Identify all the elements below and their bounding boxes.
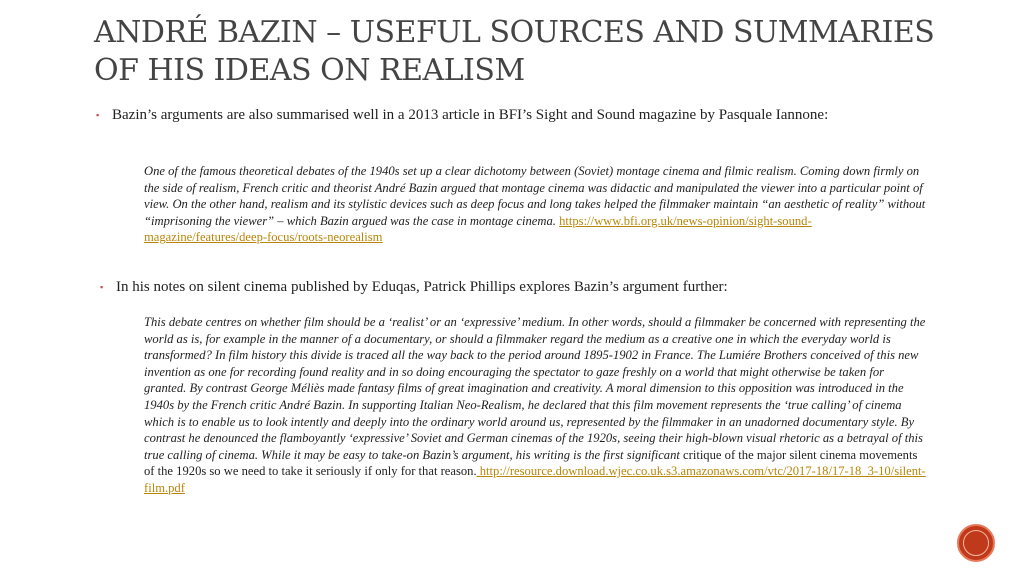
quote-italic-text: This debate centres on whether film should be a ‘realist’ or an ‘expressive’ medium. In other words, should a filmmaker be concerned with representing the world as is, for example in the manner of a documentary, or should a filmmaker regard the medium as a creative one in which the everyday world is transformed? In film history this divide is traced all the way back to the period around 1895-1902 in France. The Lumiére Brothers conceived of this new invention as one for recording found reality and in so doing encouraging the spectator to gaze freshly on a world that might otherwise be taken for granted. By contrast George Méliès made fantasy films of great imagination and creativity. A moral dimension to this opposition was introduced in the 1940s by the French critic André Bazin. In supporting Italian Neo-Realism, he declared that this film movement represents the ‘true calling’ of cinema which is to enable us to look intently and deeply into the ordinary world around us, represented by the filmmaker in an unadorned documentary style. By contrast he denounced the flamboyantly ‘expressive’ Soviet and German cinemas of the 1920s, seeing their high-blown visual rhetoric as a betrayal of this true calling of cinema. While it may be easy to take-on Bazin’s argument, his writing is the first significant: [144, 315, 926, 462]
slide-title: ANDRÉ BAZIN – USEFUL SOURCES AND SUMMARIES OF HIS IDEAS ON REALISM: [94, 15, 935, 88]
quote-block-eduqas: [144, 314, 928, 497]
bullet-item-1: [96, 105, 912, 125]
quote-plain-text: critique of the major silent cinema movements of the 1920s so we need to take it seriously if only for that reason.: [144, 447, 918, 479]
quote-italic-text: One of the famous theoretical debates of the 1940s set up a clear dichotomy between (Soviet) montage cinema and filmic realism. Coming down firmly on the side of realism, French critic and theorist André Bazin argued that montage cinema was didactic and manipulated the viewer into a particular point of view. On the other hand, realism and its stylistic devices such as deep focus and long takes helped the filmmaker maintain “an aesthetic of reality” without “imprisoning the viewer” – which Bazin argued was the case in montage cinema.: [144, 164, 926, 228]
eduqas-notes-link[interactable]: http://resource.download.wjec.co.uk.s3.amazonaws.com/vtc/2017-18/17-18_3-10/silent-film.pdf: [144, 464, 926, 495]
bullet-text: In his notes on silent cinema published by Eduqas, Patrick Phillips explores Bazin’s argument further:: [116, 279, 728, 295]
bullet-item-2: [100, 277, 916, 297]
bullet-marker: ▪: [96, 110, 100, 120]
bfi-article-link[interactable]: https://www.bfi.org.uk/news-opinion/sight-sound-magazine/features/deep-focus/roots-neorealism: [144, 213, 812, 245]
bullet-marker: ▪: [100, 282, 104, 292]
quote-block-bfi: [144, 163, 926, 246]
logo-seal-icon: [957, 524, 995, 562]
bullet-text: Bazin’s arguments are also summarised well in a 2013 article in BFI’s Sight and Sound magazine by Pasquale Iannone:: [112, 107, 829, 123]
